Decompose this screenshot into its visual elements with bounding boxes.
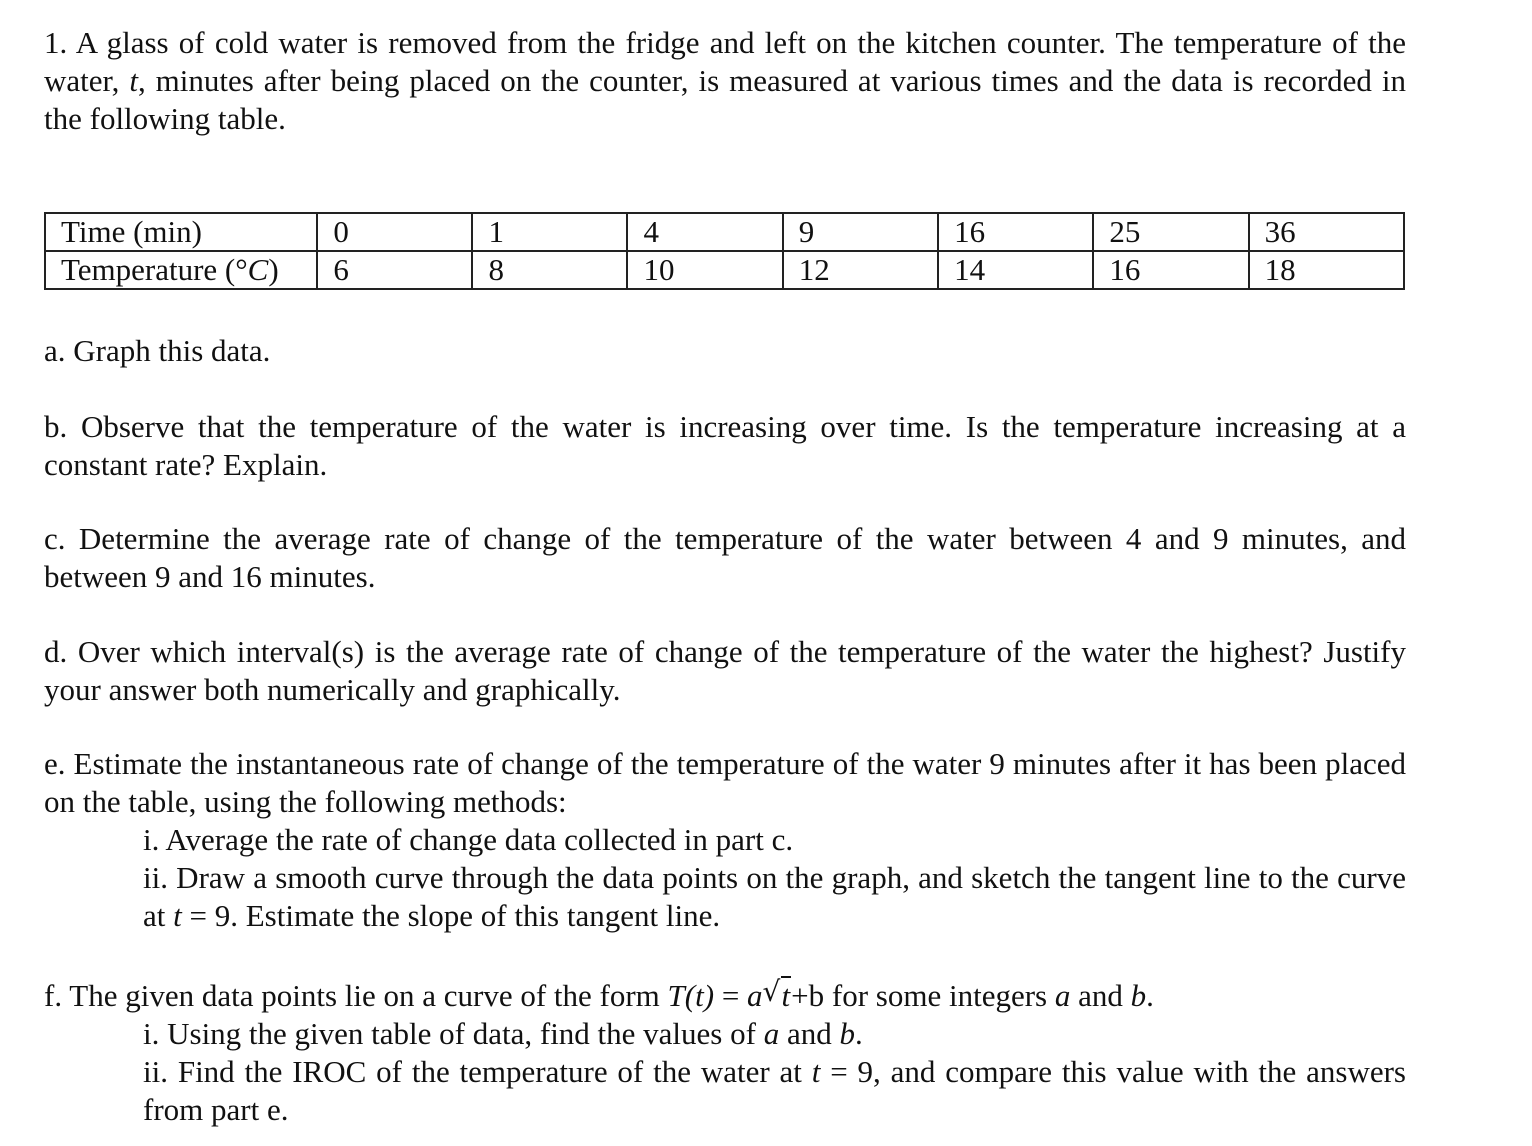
temperature-cell: 6	[317, 251, 472, 289]
time-cell: 4	[627, 213, 782, 251]
time-row	[45, 213, 1404, 251]
square-root-symbol: √ t	[762, 975, 791, 1013]
question-f-ii: ii. Find the IROC of the temperature of the water at t = 9, and compare this value with the answers from part e.	[143, 1054, 1406, 1127]
temperature-cell: 16	[1093, 251, 1248, 289]
question-b: b. Observe that the temperature of the water is increasing over time. Is the temperature increasing at a constant rate? Explain.	[44, 409, 1406, 482]
variable-t: t	[129, 63, 138, 98]
time-cell: 9	[783, 213, 938, 251]
question-f-i: i. Using the given table of data, find the values of a and b.	[143, 1016, 863, 1051]
temperature-cell: 8	[472, 251, 627, 289]
question-d: d. Over which interval(s) is the average rate of change of the temperature of the water the highest? Justify your answer both numerically and graphically.	[44, 634, 1406, 707]
temperature-cell: 10	[627, 251, 782, 289]
question-a: a. Graph this data.	[44, 333, 271, 368]
time-cell: 16	[938, 213, 1093, 251]
question-e-subparts	[44, 821, 1406, 935]
time-label: Time (min)	[45, 213, 317, 251]
time-cell: 36	[1249, 213, 1404, 251]
question-f	[44, 977, 1406, 1129]
intro-paragraph: 1. A glass of cold water is removed from the fridge and left on the kitchen counter. The temperature of the water, t, minutes after being placed on the counter, is measured at various times and the data is recorded in the following table.	[44, 25, 1406, 136]
question-e-ii: ii. Draw a smooth curve through the data points on the graph, and sketch the tangent line to the curve at t = 9. Estimate the slope of this tangent line.	[143, 860, 1406, 933]
question-e: e. Estimate the instantaneous rate of change of the temperature of the water 9 minutes after it has been placed on the table, using the following methods: i. Average the rate of change data collected in part c. ii. Draw a smooth curve through the data points on the graph, and sketch the tangent line to the curve at t = 9. Estimate the slope of this tangent line.	[44, 746, 1406, 933]
temperature-cell: 12	[783, 251, 938, 289]
question-f-subparts	[44, 1015, 1406, 1129]
time-cell: 1	[472, 213, 627, 251]
data-table	[44, 212, 1405, 290]
temperature-row	[45, 251, 1404, 289]
time-cell: 25	[1093, 213, 1248, 251]
question-e-i: i. Average the rate of change data collected in part c.	[143, 822, 794, 857]
question-c: c. Determine the average rate of change of the temperature of the water between 4 and 9 minutes, and between 9 and 16 minutes.	[44, 521, 1406, 594]
temperature-label: Temperature (°C)	[45, 251, 317, 289]
temperature-cell: 14	[938, 251, 1093, 289]
question-f-stem: f. The given data points lie on a curve of the form T(t) = a √ t+b for some integers a and b.	[44, 975, 1154, 1013]
problem-intro	[44, 24, 1406, 138]
time-cell: 0	[317, 213, 472, 251]
temperature-cell: 18	[1249, 251, 1404, 289]
